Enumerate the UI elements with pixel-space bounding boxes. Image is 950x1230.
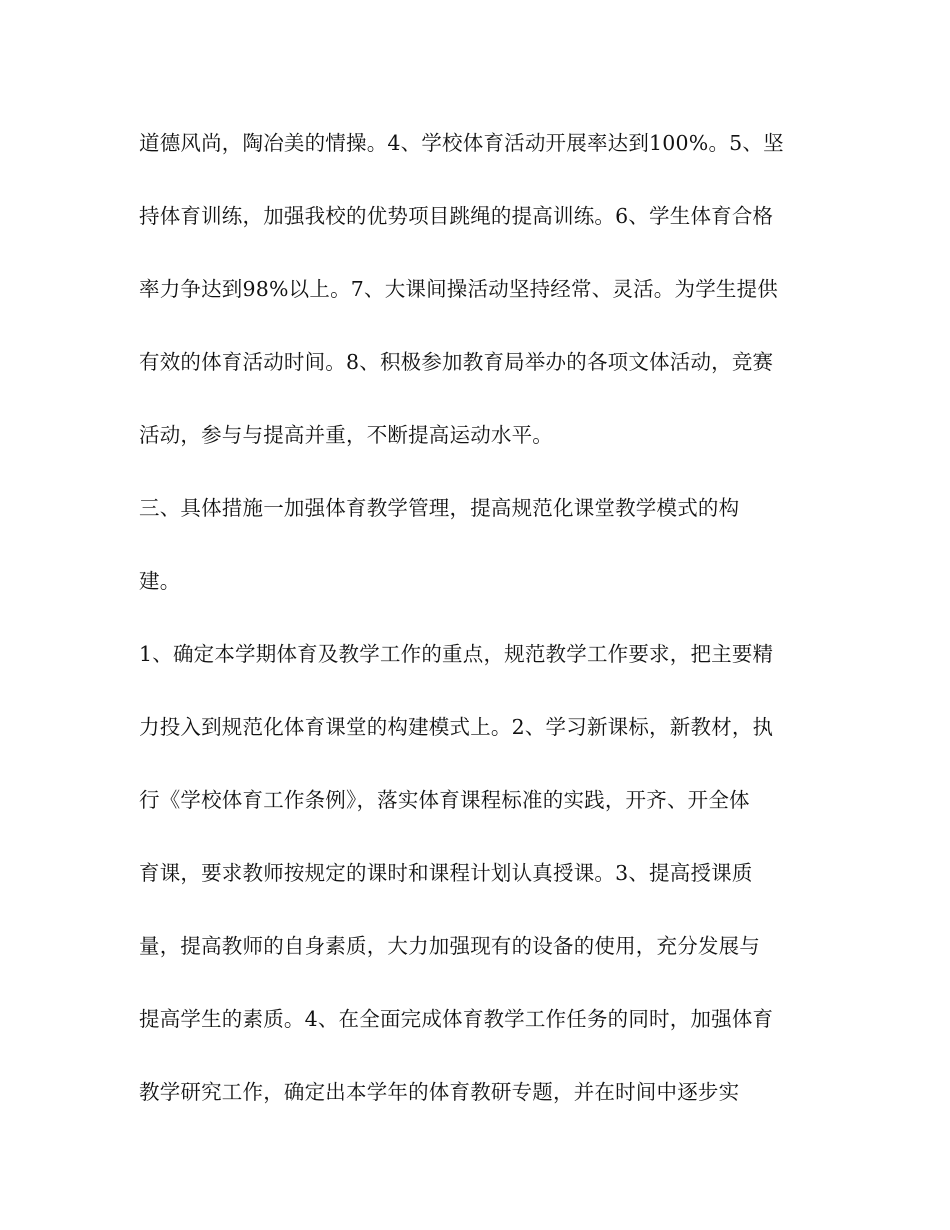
text-line: 道德风尚，陶冶美的情操。4、学校体育活动开展率达到100%。5、坚 — [139, 131, 784, 155]
text-line: 1、确定本学期体育及教学工作的重点，规范教学工作要求，把主要精 — [139, 642, 774, 666]
section-heading: 三、具体措施一加强体育教学管理，提高规范化课堂教学模式的构 — [139, 496, 740, 520]
text-line: 持体育训练，加强我校的优势项目跳绳的提高训练。6、学生体育合格 — [139, 204, 774, 228]
text-line: 育课，要求教师按规定的课时和课程计划认真授课。3、提高授课质 — [139, 861, 753, 885]
text-line: 活动，参与与提高并重，不断提高运动水平。 — [139, 423, 553, 447]
text-line: 提高学生的素质。4、在全面完成体育教学工作任务的同时，加强体育 — [139, 1007, 774, 1031]
section-heading-continuation: 建。 — [139, 569, 181, 593]
text-line: 力投入到规范化体育课堂的构建模式上。2、学习新课标，新教材，执 — [139, 715, 774, 739]
text-line: 有效的体育活动时间。8、积极参加教育局举办的各项文体活动，竞赛 — [139, 350, 774, 374]
text-line: 率力争达到98%以上。7、大课间操活动坚持经常、灵活。为学生提供 — [139, 277, 779, 301]
text-line: 教学研究工作，确定出本学年的体育教研专题，并在时间中逐步实 — [139, 1080, 740, 1104]
text-line: 量，提高教师的自身素质，大力加强现有的设备的使用，充分发展与 — [139, 934, 760, 958]
text-line: 行《学校体育工作条例》，落实体育课程标准的实践，开齐、开全体 — [139, 788, 750, 812]
